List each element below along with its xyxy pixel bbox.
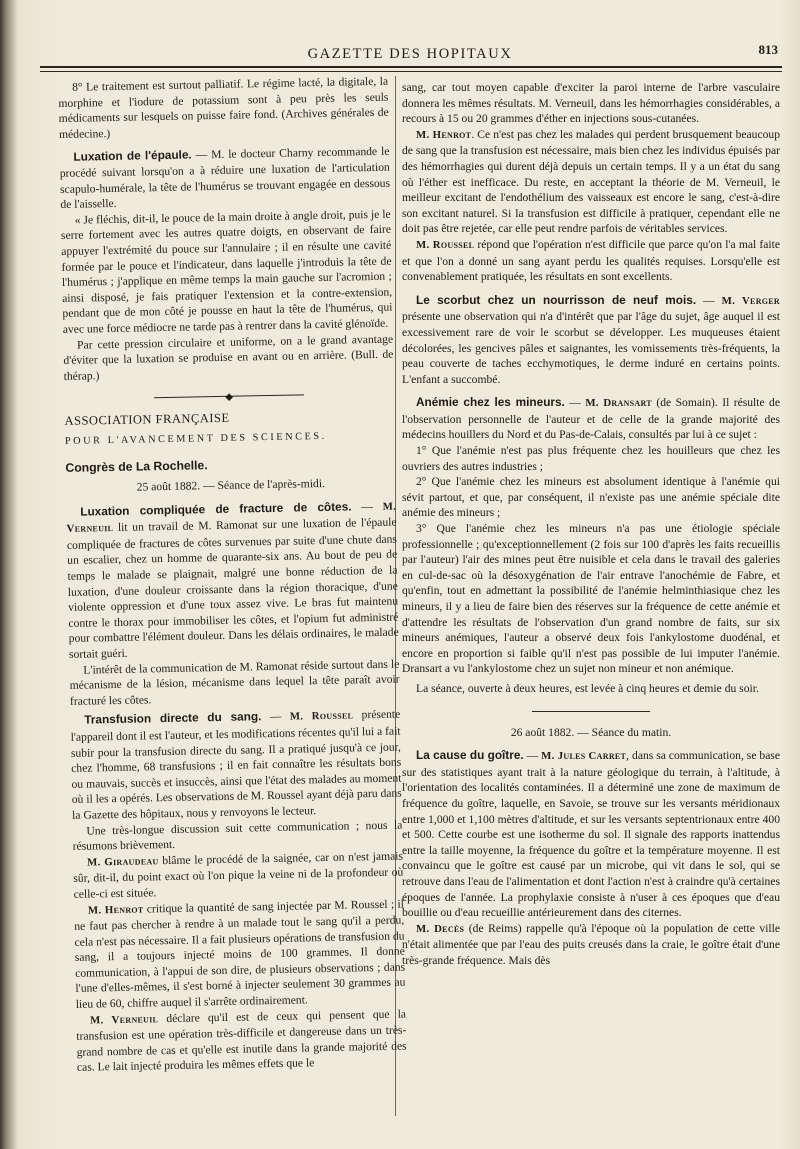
paragraph-giraudeau bbox=[73, 848, 404, 902]
paragraph-verneuil bbox=[76, 1006, 407, 1076]
header-rule-thick bbox=[40, 66, 782, 68]
article-luxation-compliquee: Luxation compliquée de fracture de côtes. — M. Verneuil lit un travail de M. Ramonat sur une luxation de l'épaule compliquée de fractures de côtes survenues par suite d'une chute dans un escalier, chez un homme de quarante-six ans. Au bout de peu de temps le malade se plaignait, malgré une bonne réduction de la luxation, d'une douleur croissante dans la région thoracique, d'une violente oppression et d'une toux assez vive. Le bras fut maintenu contre le thorax pour immobiliser les côtes, et l'opium fut administré pour combattre l'élément douleur. Dans les délais ordinaires, le malade sortait guéri. bbox=[66, 499, 399, 661]
article-heading: Luxation compliquée de fracture de côtes. bbox=[80, 499, 352, 519]
paragraph-quote: « Je fléchis, dit-il, le pouce de la main droite à angle droit, puis je le serre fortement avec les autres quatre doigts, en observant de faire appuyer l'extrémité du pouce sur l'annulaire ; il en résulte une cavité formée par le pouce et l'indicateur, dans laquelle j'introduis la tête de l'humérus ; j'applique en même temps la main gauche sur l'acromion ; ainsi disposé, je fais pratiquer l'extension et la contre-extension, pendant que de mon côté je pousse en haut la tête de l'humérus, qui avec une force médiocre ne tarde pas à rentrer dans la cavité glénoïde. bbox=[60, 207, 393, 336]
article-text: présente une observation qui n'a d'intérêt que par l'âge du sujet, âge auquel il est excessivement rare de voir le scorbut se développer. Les muqueuses étaient décolorées, les gencives pâles et saignantes, les vomissements très-fréquents, la peau couverte de taches ecchymotiques, le derme induré en certains points. L'enfant a succombé. bbox=[402, 310, 780, 386]
page-header bbox=[40, 38, 780, 68]
author-name: M. Verneuil bbox=[89, 1012, 159, 1027]
paragraph-text: . Ce n'est pas chez les malades qui perdent brusquement beaucoup de sang que la transfusion est nécessaire, mais bien chez les individus épuisés par des hémorrhagies qui durent déjà depuis un certain temps. Il y a un état du sang où l'éther est inefficace. Du reste, en acceptant la théorie de M. Verneuil, le meilleur excitant de l'endothélium des vaisseaux est encore le sang, c'est-à-dire son excitant naturel. Si la transfusion est difficile à pratiquer, cependant elle ne doit pas être rejetée, car elle peut rendre parfois de véritables services. bbox=[402, 127, 780, 236]
article-heading: Anémie chez les mineurs. bbox=[416, 395, 565, 410]
congress-title: Congrès de La Rochelle. bbox=[65, 458, 208, 476]
session-date: 26 août 1882. — Séance du matin. bbox=[510, 725, 672, 739]
article-text: (de Somain). Il résulte de l'observation personnelle de l'auteur et de celle de la grande majorité des médecins houillers du Nord et du Pas-de-Calais, consultés par lui à ce sujet : bbox=[402, 396, 780, 442]
article-scorbut: Le scorbut chez un nourrisson de neuf mois. — M. Verger présente une observation qui n'a d'intérêt que par l'âge du sujet, âge auquel il est excessivement rare de voir le scorbut se développer. Les muqueuses étaient décolorées, les gencives pâles et saignantes, les vomissements très-fréquents, la peau couverte de taches ecchymotiques, le derme induré en certains points. L'enfant a succombé. bbox=[402, 292, 781, 386]
author-name: M. Jules Carret bbox=[541, 750, 627, 763]
author-name: M. Verneuil bbox=[66, 500, 397, 536]
author-name: M. Dransart bbox=[585, 397, 652, 410]
divider-ornament: ◆ bbox=[225, 391, 234, 404]
paragraph-interet: L'intérêt de la communication de M. Ramonat réside surtout dans le mécanisme de la lésion, mécanisme dans lequel la tête paraît avoir fracturé les côtes. bbox=[69, 657, 400, 708]
paragraph-roussel-reply bbox=[402, 237, 780, 285]
author-name: M. Giraudeau bbox=[86, 854, 159, 869]
conclusion-item-3: 3° Que l'anémie chez les mineurs n'a pas une étiologie spéciale professionnelle ; qu'exceptionnellement (2 fois sur 100 d'après les faits recueillis par l'auteur) l'air des mines peut être nuisible et cela dans le travail des galeries en cul-de-sac où la désoxygénation de l'air entrave l'anochémie de Fabre, et qu'enfin, tout en admettant la possibilité de l'anémie helminthiasique chez les mineurs, il y a lieu de faire bien des réserves sur la fréquence de cette anémie et d'attendre les résultats de l'observation d'un grand nombre de faits, sur six mineurs anémiques, l'auteur a observé deux fois l'ankylostome duodénal, et encore en proportion si faible qu'il n'est pas possible de lui imputer l'anémie. Dransart a vu l'ankylostome chez un sujet non mineur et non anémique. bbox=[402, 522, 780, 676]
article-goitre: La cause du goître. — M. Jules Carret, dans sa communication, se base sur des statistiques ayant trait à la nature géologique du terrain, à l'altitude, à l'orientation des localités contaminées. Il a déterminé une zone de maximum de fréquence du goître, laquelle, en Savoie, se trouve sur les versants méridionaux entre 1,000 et 1,100 mètres d'altitude, et sur les versants septentrionaux entre 400 et 500. Cette courbe est une isotherme du sol. Il signale des rapports inattendus entre la taille moyenne, la fréquence du goître et la température moyenne. Il est convaincu que le goître est causé par un microbe, qui vit dans le sol, qui se retrouve dans l'eau de l'alimentation et dont l'action n'est à craindre qu'à certaines époques de l'année. La prophylaxie consiste à n'user à ces époques que d'eau bouillie ou d'eau recueillie antérieurement dans des citernes. bbox=[402, 748, 781, 920]
article-heading: Le scorbut chez un nourrisson de neuf mois. bbox=[416, 292, 697, 307]
article-text: — M. le docteur Charny recommande le procédé suivant lorsqu'on a à réduire une luxation de l'articulation scapulo-humérale, la tête de l'humérus se trouvant engagée en dessous de l'aisselle. bbox=[59, 145, 391, 212]
article-heading: Luxation de l'épaule. bbox=[73, 147, 192, 165]
author-name: M. Roussel bbox=[416, 238, 475, 251]
article-text: , dans sa communication, se base sur des statistiques ayant trait à la nature géologique du terrain, à l'altitude, à l'orientation des localités contaminées. Il a déterminé une zone de maximum de fréquence du goître, laquelle, en Savoie, se trouve sur les versants méridionaux entre 1,000 et 1,100 mètres d'altitude, et sur les versants septentrionaux entre 400 et 500. Cette courbe est une isotherme du sol. Il signale des rapports inattendus entre la taille moyenne, la fréquence du goître et la température moyenne. Il est convaincu que le goître est causé par un microbe, qui vit dans le sol, qui se retrouve dans l'eau de l'alimentation et dont l'action n'est à craindre qu'à certaines époques de l'année. La prophylaxie consiste à n'user à ces époques que d'eau bouillie ou d'eau recueillie antérieurement dans des citernes. bbox=[402, 749, 781, 920]
author-name: M. Roussel bbox=[289, 709, 354, 724]
paragraph-deces bbox=[402, 921, 780, 969]
paragraph-text: blâme le procédé de la saignée, car on n'est jamais sûr, dit-il, du point exact où l'on pique la veine ni de la profondeur où celle-ci est située. bbox=[73, 849, 404, 901]
paragraph-text: critique la quantité de sang injectée par M. Roussel ; il ne faut pas chercher à rendre à un malade tout le sang qu'il a perdu, cela n'est pas nécessaire. Il a fait plusieurs opérations de transfusion du sang, il a toujours injecté moins de 100 grammes. Il donne communication, à l'appui de son dire, de plusieurs observations ; dans l'une d'elles-mêmes, il s'est borné à injecter seulement 30 grammes au lieu de 60, chiffre auquel il s'arrête ordinairement. bbox=[74, 897, 406, 1011]
article-text: lit un travail de M. Ramonat sur une luxation de l'épaule compliquée de fractures de côtes survenues par suite d'une chute dans un escalier, chez un homme de quarante-six ans. Au bout de peu de temps le malade se plaignait, malgré une bonne réduction de la luxation, d'une douleur croissante dans la région thoracique, d'une violente oppression et d'une toux assez vive. Le bras fut maintenu contre le thorax pour immobiliser les côtes, et l'opium fut administré pour combattre l'élément douleur. Dans les délais ordinaires, le malade sortait guéri. bbox=[66, 515, 399, 661]
article-heading: La cause du goître. bbox=[416, 748, 524, 763]
conclusion-item-1: 1° Que l'anémie n'est pas plus fréquente chez les houilleurs que chez les ouvriers des autres industries ; bbox=[402, 444, 780, 473]
paragraph-henrot-reply bbox=[402, 127, 780, 237]
paragraph-text: déclare qu'il est de ceux qui pensent que la transfusion est une opération très-difficile et dangereuse dans un très-grand nombre de cas et qu'elle est inutile dans la grande majorité des cas. Le lait injecté produira les mêmes effets que le bbox=[76, 1007, 407, 1075]
right-column bbox=[402, 80, 780, 968]
author-name: M. Henrot bbox=[416, 128, 472, 141]
article-heading: Transfusion directe du sang. bbox=[84, 709, 262, 727]
left-column bbox=[58, 74, 407, 1076]
paragraph-conclusion: Par cette pression circulaire et uniforme, on a le grand avantage d'éviter que la luxation se produise en avant ou en arrière. (Bull. de thérap.) bbox=[63, 332, 394, 383]
article-anemie: Anémie chez les mineurs. — M. Dransart (de Somain). Il résulte de l'observation personnelle de l'auteur et de celle de la grande majorité des médecins houillers du Nord et du Pas-de-Calais, consultés par lui à ce sujet : bbox=[402, 395, 780, 442]
section-divider bbox=[402, 705, 780, 717]
paragraph-text: (de Reims) rappelle qu'à l'époque où la population de cette ville n'était alimentée que par l'eau des puits creusés dans la craie, le goître était d'une très-grande fréquence. Mais dès bbox=[402, 921, 781, 967]
section-title: ASSOCIATION FRANÇAISE bbox=[64, 411, 230, 429]
author-name: M. Henrot bbox=[87, 903, 144, 917]
article-transfusion: Transfusion directe du sang. — M. Roussel présente l'appareil dont il est l'auteur, et les modifications récentes qu'il lui a fait subir pour la transfusion directe du sang. Il a pratiqué jusqu'à ce jour, chez l'homme, 68 transfusions ; il en fait connaître les résultats bons ou mauvais, succès et insuccès, ainsi que l'état des malades au moment où il les a opérés. Les observations de M. Roussel ayant déjà paru dans la Gazette des hôpitaux, nous y renvoyons le lecteur. bbox=[70, 707, 402, 822]
paragraph-discussion: Une très-longue discussion suit cette communication ; nous la résumons brièvement. bbox=[72, 818, 403, 853]
author-name: M. Verger bbox=[721, 294, 781, 307]
paragraph-text: répond que l'opération n'est difficile que parce qu'on l'a mal faite et que l'on a donné un sang ayant perdu les qualités requises. Lorsqu'elle est convenablement pratiquée, les résultats en sont excellents. bbox=[402, 237, 780, 284]
session-date: 25 août 1882. — Séance de l'après-midi. bbox=[136, 477, 326, 494]
paragraph-treatment: 8° Le traitement est surtout palliatif. Le régime lacté, la digitale, la morphine et l'iodure de potassium sont à peu près les seuls médicaments sur lesquels on puisse faire fond. (Archives générales de médecine.) bbox=[58, 74, 389, 141]
section-subtitle: POUR L'AVANCEMENT DES SCIENCES. bbox=[64, 430, 327, 447]
journal-title: GAZETTE DES HOPITAUX bbox=[307, 46, 513, 62]
paragraph-continuation: sang, car tout moyen capable d'exciter la paroi interne de l'arbre vasculaire donnera les mêmes résultats. M. Verneuil, dans les hémorrhagies considérables, a recours à 15 ou 20 grammes d'éther en injections sous-cutanées. bbox=[402, 81, 780, 126]
header-rule-thin bbox=[40, 71, 782, 72]
page-number: 813 bbox=[758, 42, 778, 57]
article-luxation-epaule bbox=[59, 144, 390, 213]
session-close: La séance, ouverte à deux heures, est levée à cinq heures et demie du soir. bbox=[416, 681, 759, 695]
paragraph-henrot bbox=[74, 896, 406, 1012]
author-name: M. Decès bbox=[416, 922, 465, 935]
article-text: présente l'appareil dont il est l'auteur, et les modifications récentes qu'il lui a fait subir pour la transfusion directe du sang. Il a pratiqué jusqu'à ce jour, chez l'homme, 68 transfusions ; il en fait connaître les résultats bons ou mauvais, succès et insuccès, ainsi que l'état des malades au moment où il les a opérés. Les observations de M. Roussel ayant déjà paru dans la Gazette des hôpitaux, nous y renvoyons le lecteur. bbox=[70, 707, 402, 822]
conclusion-item-2: 2° Que l'anémie chez les mineurs est absolument identique à l'anémie qui sévit partout, et que, par conséquent, il n'existe pas une anémie spéciale dite anémie des mineurs ; bbox=[402, 475, 780, 520]
